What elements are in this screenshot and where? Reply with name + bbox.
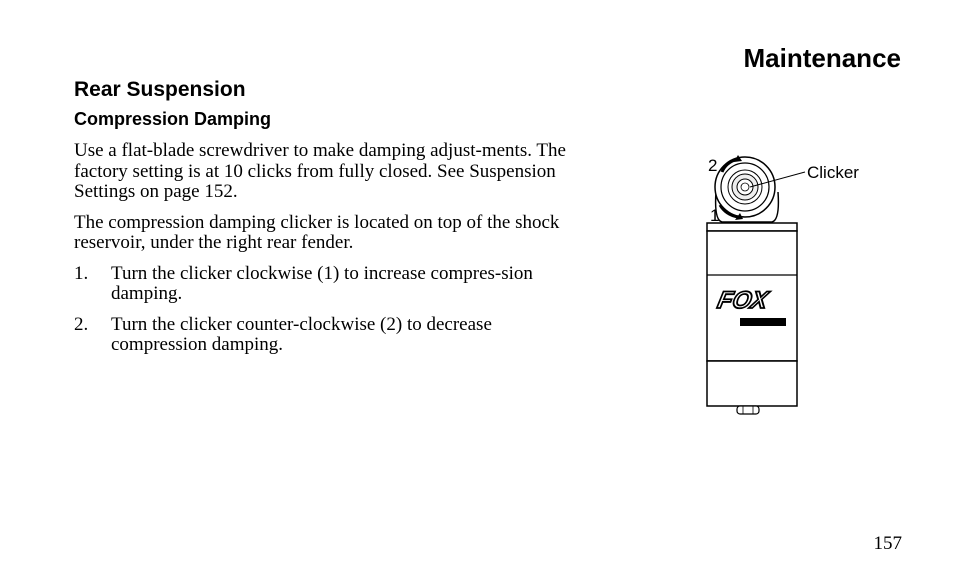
step-number: 1. bbox=[74, 262, 89, 284]
fox-logo bbox=[715, 287, 772, 314]
label-arrow-2: 2 bbox=[708, 156, 718, 175]
label-arrow-1: 1 bbox=[710, 206, 720, 225]
subheading: Compression Damping bbox=[74, 109, 272, 129]
svg-text:FOX: FOX bbox=[715, 287, 771, 314]
step-number: 2. bbox=[74, 313, 89, 335]
page-number: 157 bbox=[873, 533, 902, 554]
label-clicker: Clicker bbox=[807, 163, 859, 182]
bleed-nut bbox=[737, 406, 759, 414]
reservoir-bottom-cap bbox=[707, 361, 797, 406]
page-heading: Rear Suspension bbox=[74, 78, 246, 101]
shock-reservoir-illustration bbox=[690, 150, 890, 420]
step-text: Turn the clicker clockwise (1) to increase compres-sion damping. bbox=[111, 262, 533, 304]
steps-list bbox=[74, 264, 574, 356]
section-title: Maintenance bbox=[743, 43, 901, 73]
step-item bbox=[74, 264, 574, 305]
step-text: Turn the clicker counter-clockwise (2) to decrease compression damping. bbox=[111, 313, 492, 355]
body-text bbox=[74, 141, 574, 366]
step-item bbox=[74, 315, 574, 356]
paragraph-location: The compression damping clicker is located on top of the shock reservoir, under the right rear fender. bbox=[74, 211, 560, 253]
paragraph-instructions: Use a flat-blade screwdriver to make damping adjust-ments. The factory setting is at 10 clicks from fully closed. See Suspension Settings on page 152. bbox=[74, 140, 566, 202]
reservoir-upper-band bbox=[707, 223, 797, 231]
